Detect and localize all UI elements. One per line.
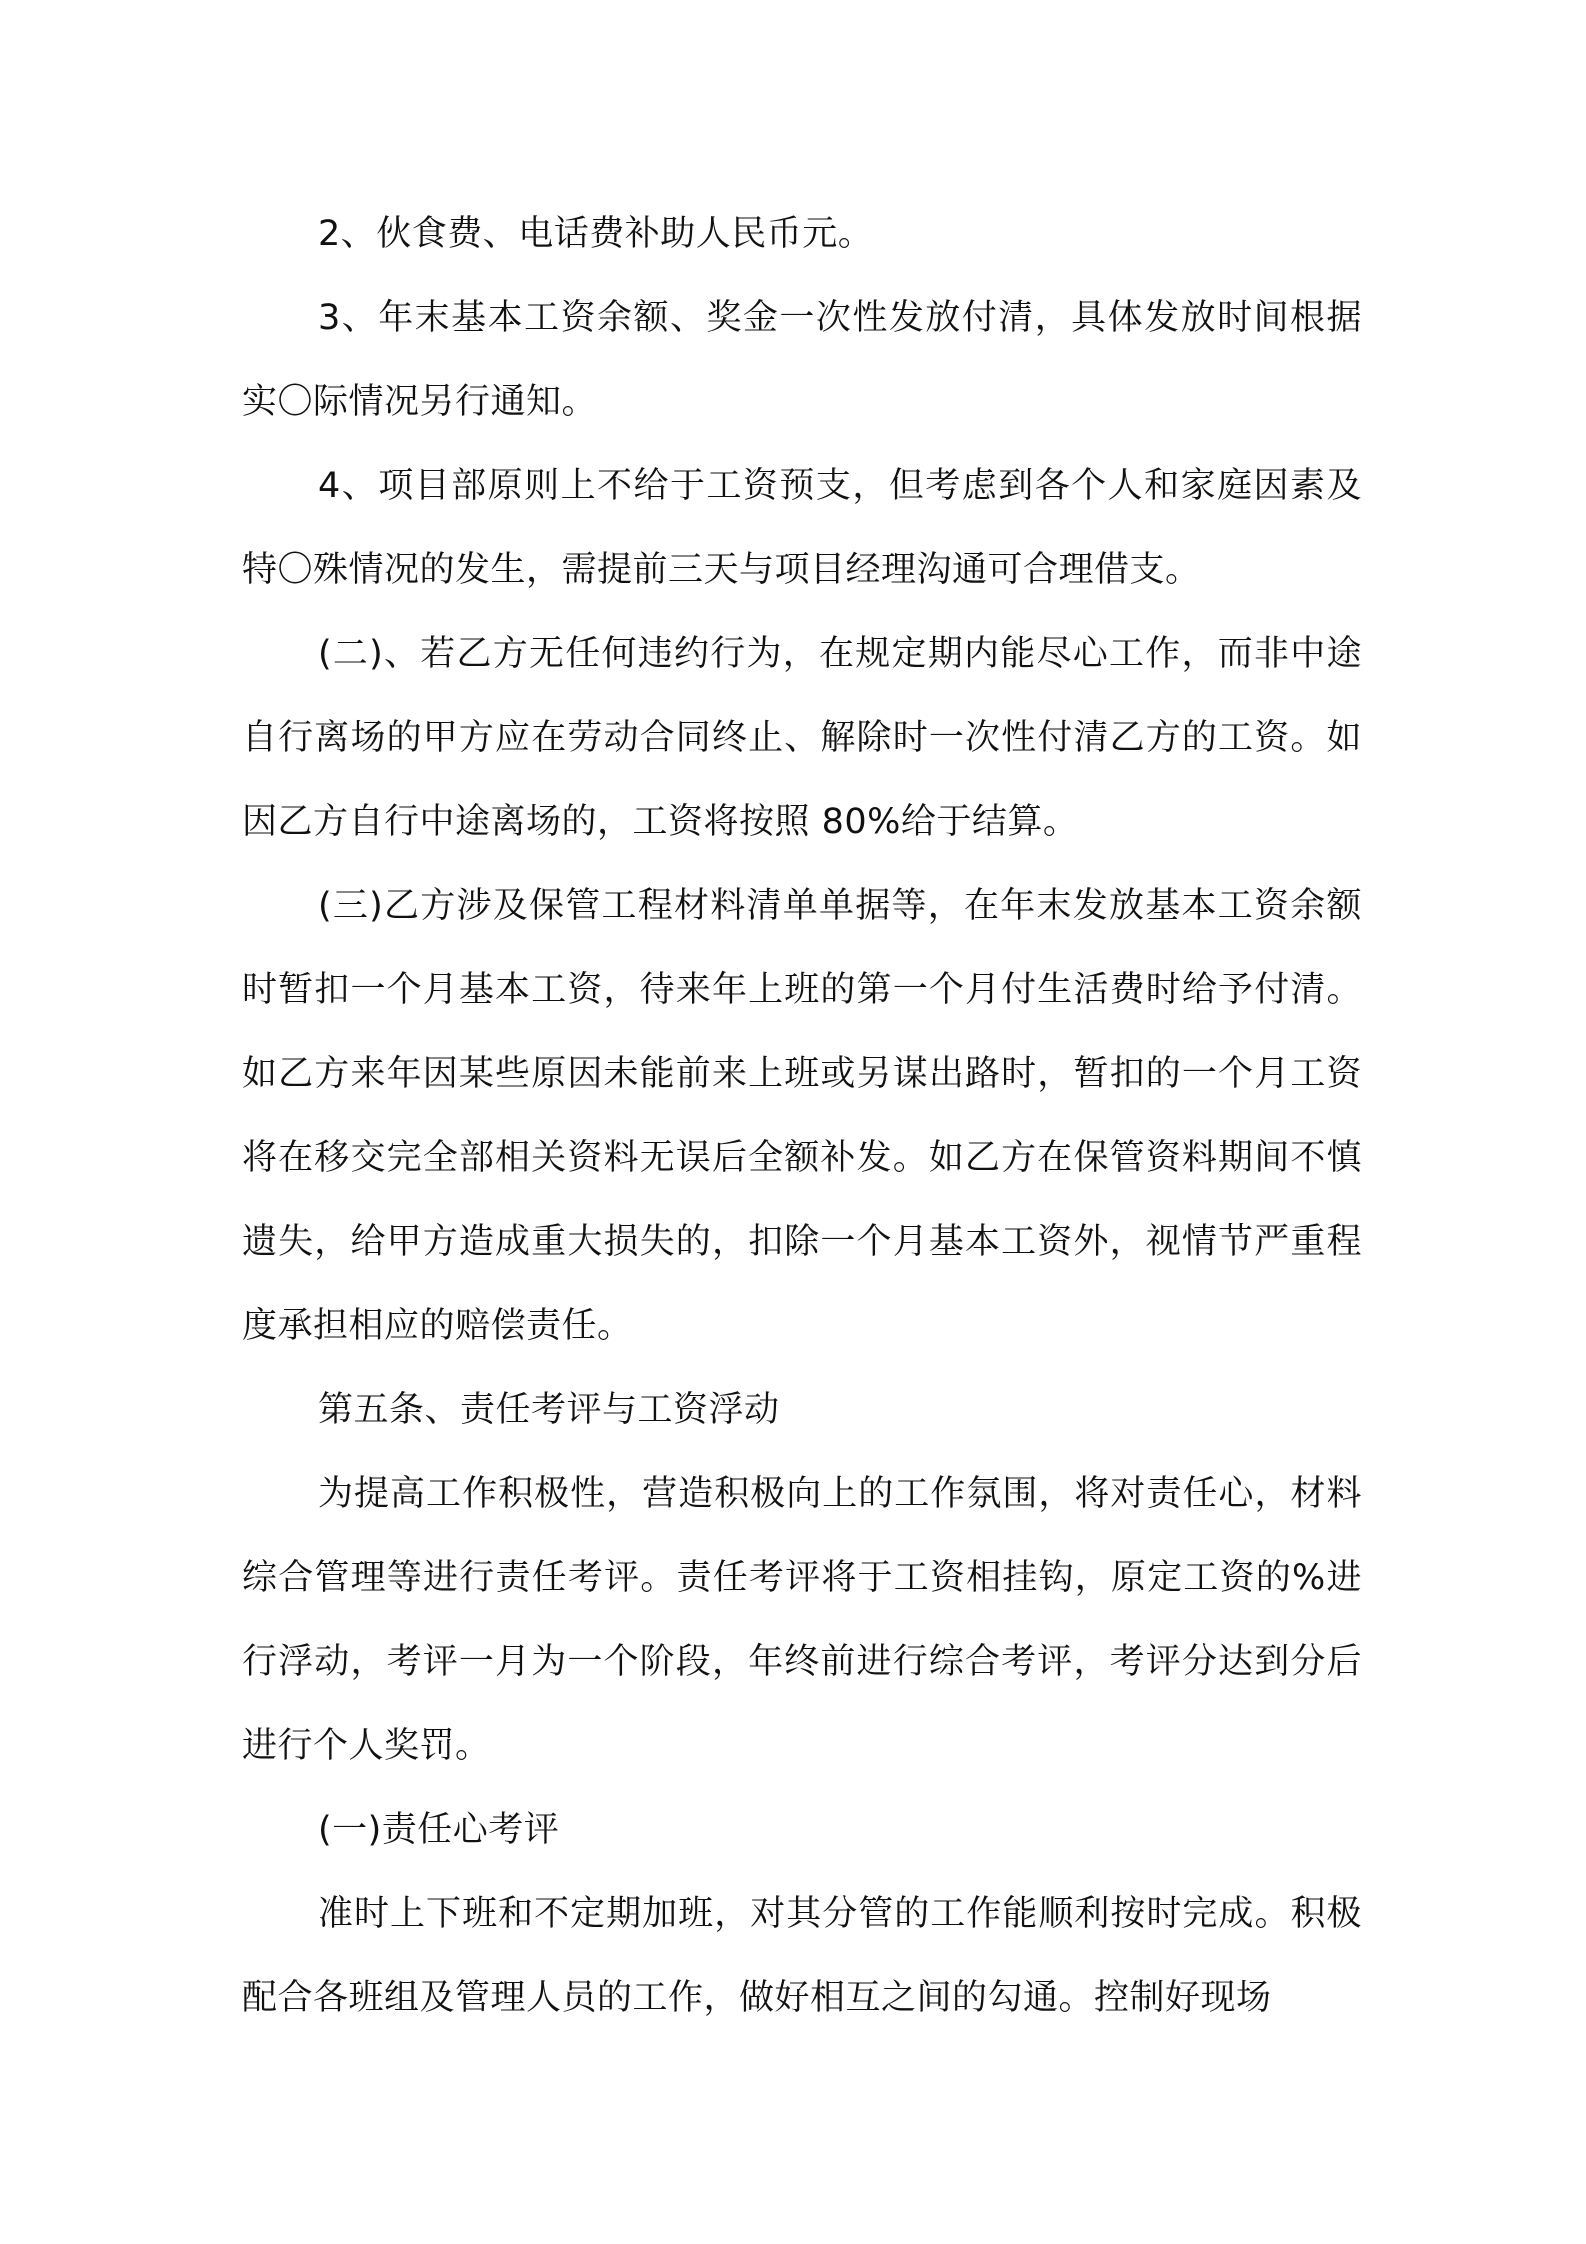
paragraph-clause-two: (二)、若乙方无任何违约行为，在规定期内能尽心工作，而非中途自行离场的甲方应在劳动合同终止、解除时一次性付清乙方的工资。如因乙方自行中途离场的，工资将按照 80%给于结算。 (242, 634, 1362, 842)
paragraph-evaluation-intro: 为提高工作积极性，营造积极向上的工作氛围，将对责任心，材料综合管理等进行责任考评。责任考评将于工资相挂钩，原定工资的%进行浮动，考评一月为一个阶段，年终前进行综合考评，考评分达到分后进行个人奖罚。 (242, 1474, 1362, 1766)
subheading-responsibility-evaluation: (一)责任心考评 (318, 1810, 560, 1850)
section-heading-article-five: 第五条、责任考评与工资浮动 (318, 1390, 780, 1430)
paragraph-salary-advance: 4、项目部原则上不给于工资预支，但考虑到各个人和家庭因素及特〇殊情况的发生，需提前三天与项目经理沟通可合理借支。 (242, 466, 1362, 590)
paragraph-attendance: 准时上下班和不定期加班，对其分管的工作能顺利按时完成。积极配合各班组及管理人员的工作，做好相互之间的勾通。控制好现场 (242, 1894, 1362, 2018)
paragraph-clause-three: (三)乙方涉及保管工程材料清单单据等，在年末发放基本工资余额时暂扣一个月基本工资，待来年上班的第一个月付生活费时给予付清。如乙方来年因某些原因未能前来上班或另谋出路时，暂扣的一个月工资将在移交完全部相关资料无误后全额补发。如乙方在保管资料期间不慎遗失，给甲方造成重大损失的，扣除一个月基本工资外，视情节严重程度承担相应的赔偿责任。 (242, 886, 1362, 1346)
paragraph-meal-phone-allowance: 2、伙食费、电话费补助人民币元。 (318, 214, 874, 254)
document-body (242, 192, 1362, 2040)
paragraph-year-end-payment: 3、年末基本工资余额、奖金一次性发放付清，具体发放时间根据实〇际情况另行通知。 (242, 298, 1362, 422)
